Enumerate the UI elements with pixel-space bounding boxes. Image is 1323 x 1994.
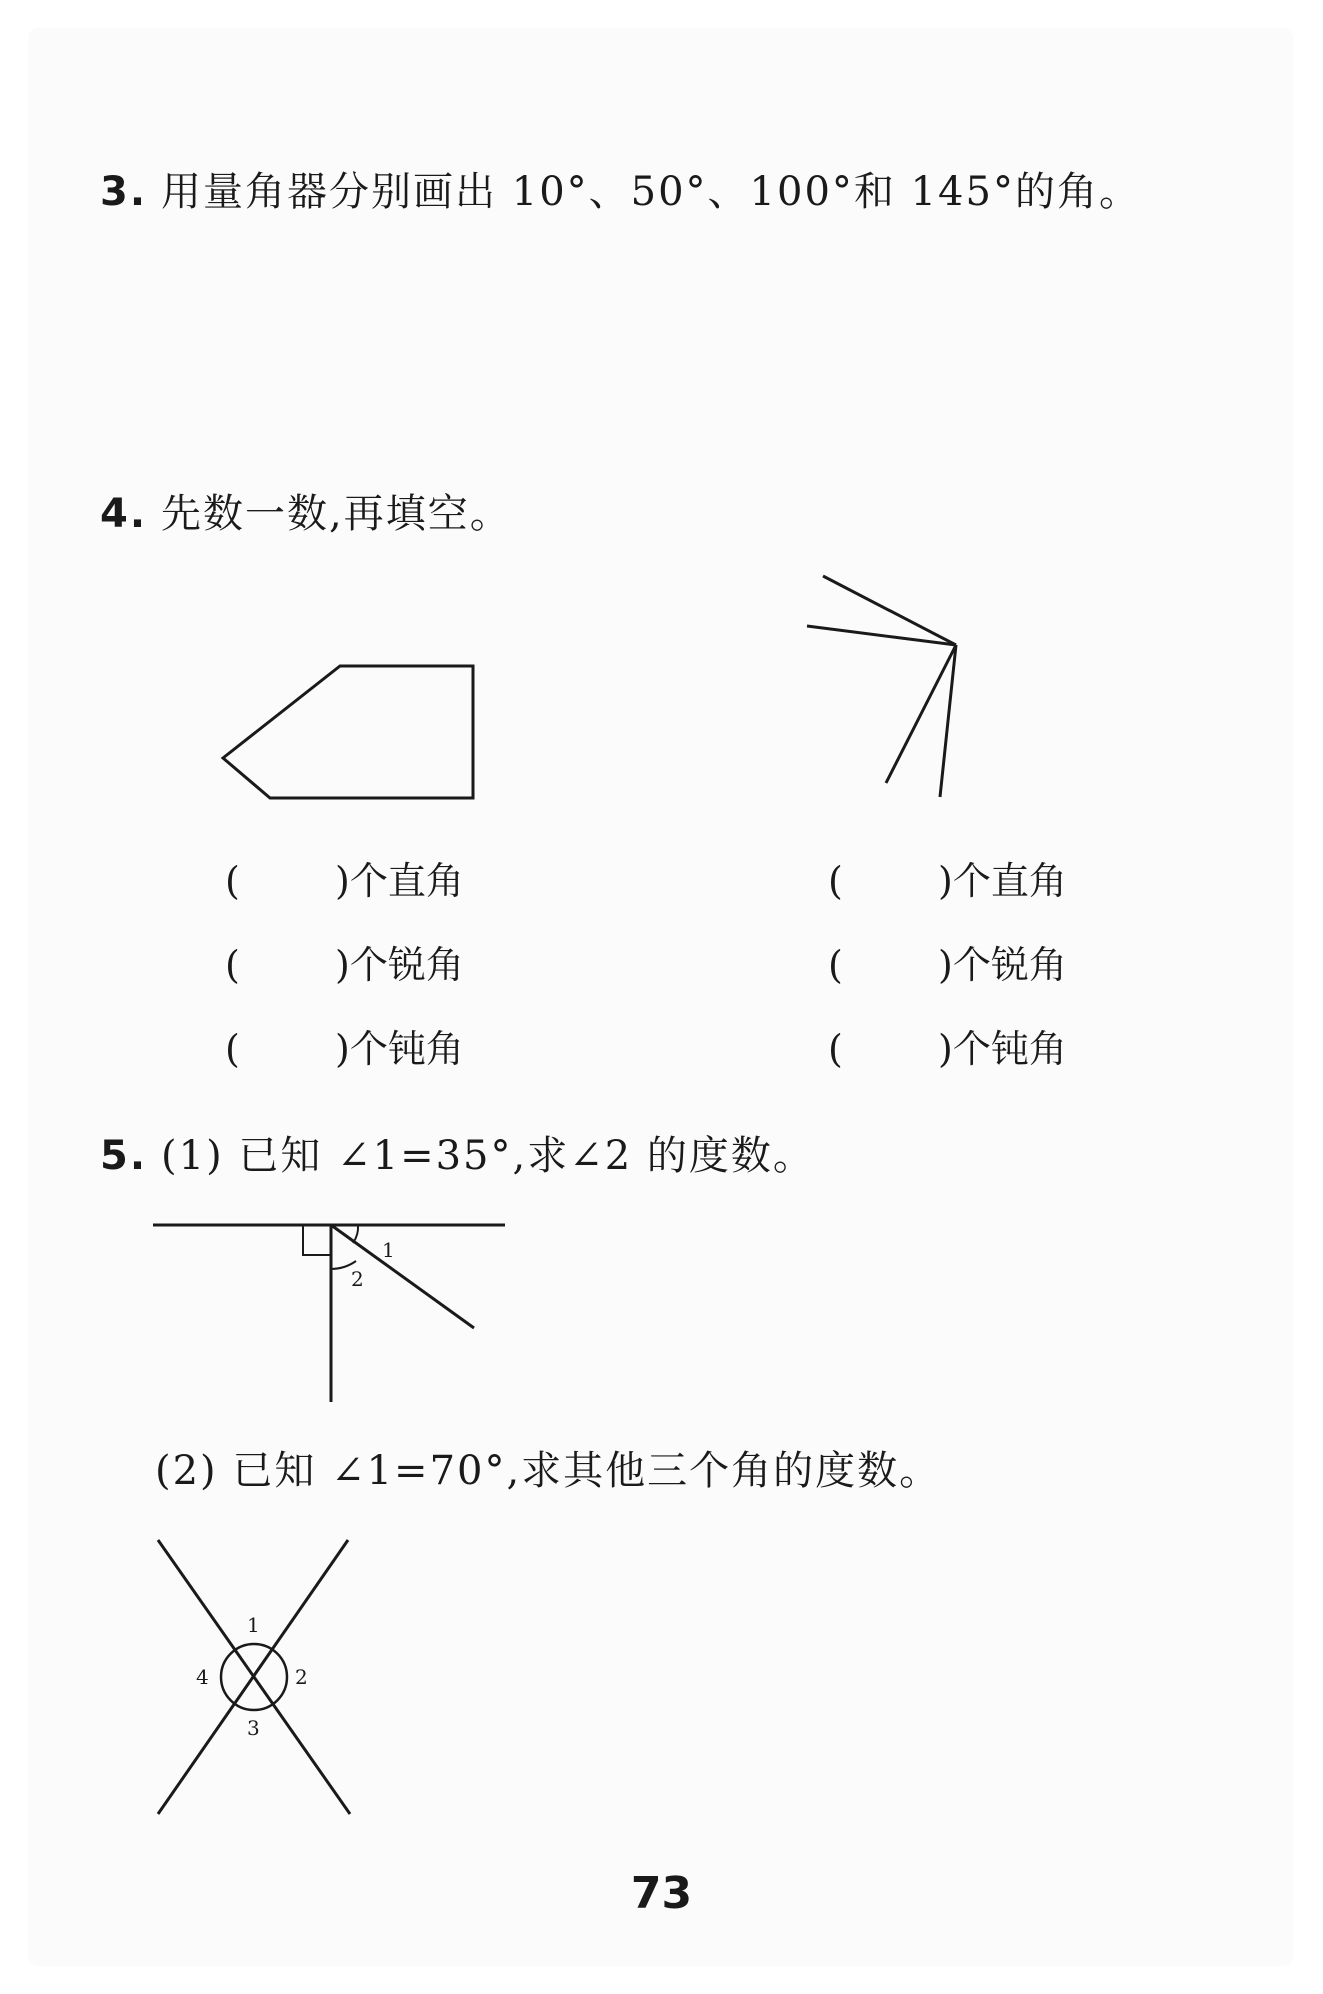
paren-open: ( <box>225 859 240 903</box>
paren-close: ) <box>335 859 350 903</box>
blank-label: 个直角 <box>952 859 1067 903</box>
blank-label: 个钝角 <box>349 1027 464 1071</box>
angle-1-label: 1 <box>247 1613 260 1637</box>
paren-close: ) <box>938 943 953 987</box>
blank-label: 个直角 <box>349 859 464 903</box>
blank-label: 个锐角 <box>952 943 1067 987</box>
paren-close: ) <box>938 859 953 903</box>
paren-open: ( <box>828 943 843 987</box>
paren-close: ) <box>335 943 350 987</box>
paren-close: ) <box>938 1027 953 1071</box>
angle-4-label: 4 <box>196 1665 209 1689</box>
question-5-number: 5. <box>100 1133 148 1179</box>
question-4-text: 先数一数,再填空。 <box>161 491 512 537</box>
paren-open: ( <box>225 1027 240 1071</box>
question-3-text: 用量角器分别画出 10°、50°、100°和 145°的角。 <box>161 169 1141 215</box>
paren-close: ) <box>335 1027 350 1071</box>
question-5-part-1-text: (1) 已知 ∠1=35°,求∠2 的度数。 <box>161 1133 815 1179</box>
angle-3-label: 3 <box>247 1716 260 1740</box>
blank-label: 个钝角 <box>952 1027 1067 1071</box>
paren-open: ( <box>828 1027 843 1071</box>
angle-1-label: 1 <box>382 1238 395 1262</box>
angle-2-label: 2 <box>295 1665 308 1689</box>
paren-open: ( <box>225 943 240 987</box>
question-4-number: 4. <box>100 491 148 537</box>
paren-open: ( <box>828 859 843 903</box>
question-3-number: 3. <box>100 169 148 215</box>
page-number: 73 <box>630 1868 693 1919</box>
angle-2-label: 2 <box>351 1267 364 1291</box>
question-5-part-2-text: (2) 已知 ∠1=70°,求其他三个角的度数。 <box>155 1448 942 1494</box>
blank-label: 个锐角 <box>349 943 464 987</box>
